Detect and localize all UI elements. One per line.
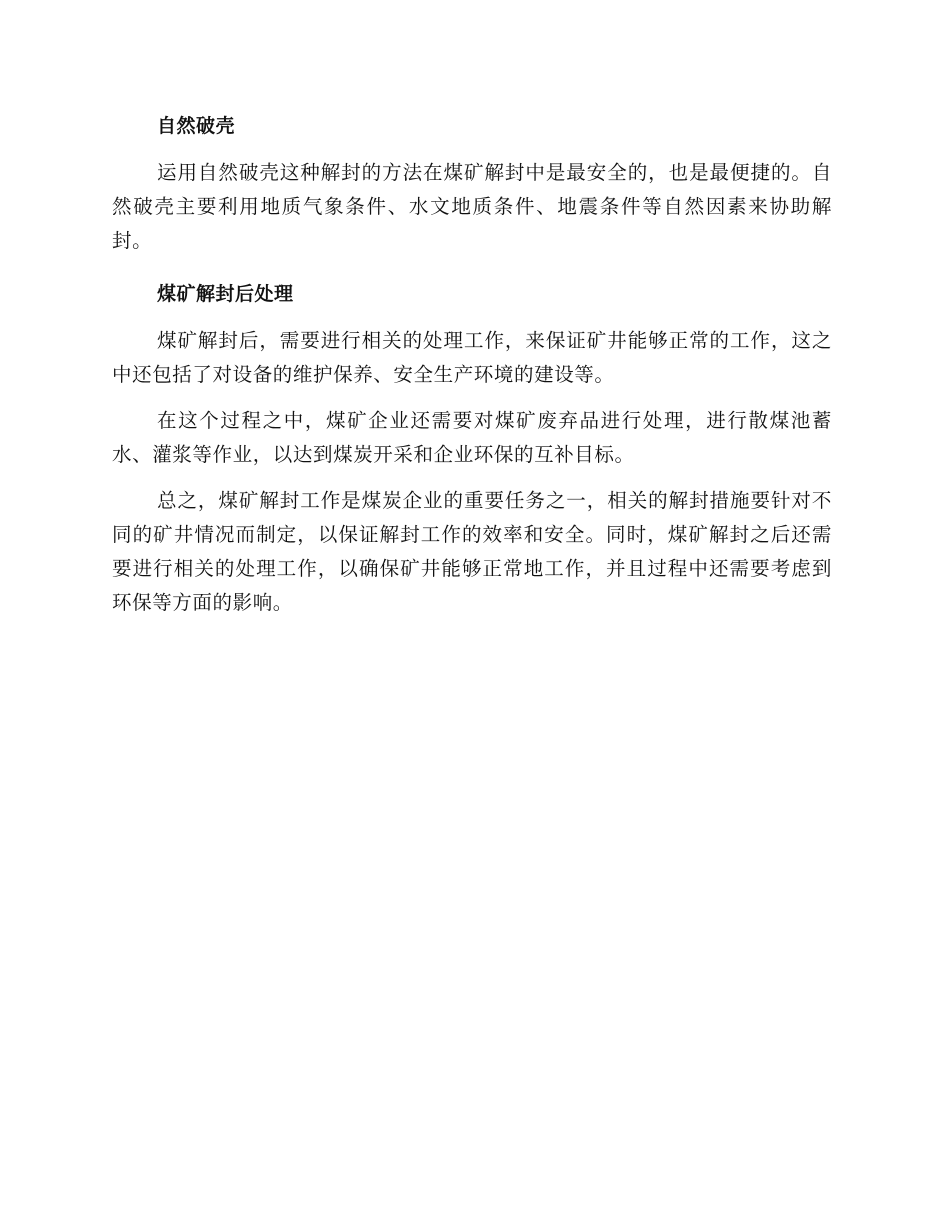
document-page — [112, 108, 832, 632]
paragraph: 在这个过程之中，煤矿企业还需要对煤矿废弃品进行处理，进行散煤池蓄水、灌浆等作业，以达到煤炭开采和企业环保的互补目标。 — [112, 409, 832, 466]
section-heading-natural-breaking: 自然破壳 — [157, 115, 236, 137]
paragraph: 运用自然破壳这种解封的方法在煤矿解封中是最安全的，也是最便捷的。自然破壳主要利用地质气象条件、水文地质条件、地震条件等自然因素来协助解封。 — [112, 161, 832, 252]
paragraph: 总之，煤矿解封工作是煤炭企业的重要任务之一，相关的解封措施要针对不同的矿井情况而制定，以保证解封工作的效率和安全。同时，煤矿解封之后还需要进行相关的处理工作，以确保矿井能够正常地工作，并且过程中还需要考虑到环保等方面的影响。 — [112, 489, 832, 614]
section-heading-post-processing: 煤矿解封后处理 — [157, 283, 294, 305]
paragraph: 煤矿解封后，需要进行相关的处理工作，来保证矿井能够正常的工作，这之中还包括了对设备的维护保养、安全生产环境的建设等。 — [112, 329, 832, 386]
